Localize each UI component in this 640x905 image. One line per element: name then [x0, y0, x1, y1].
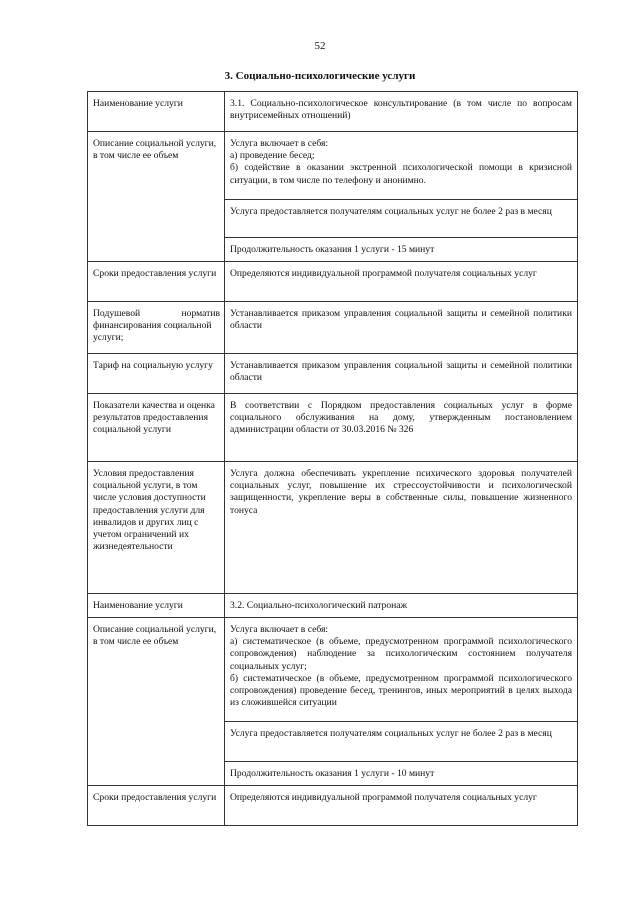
s2-desc-line: Услуга включает в себя:: [230, 624, 329, 635]
s2-desc-line: а) систематическое (в объеме, предусмотренном программой психологического сопровождения) наблюдение за психологическим состоянием получателя социальных услуг;: [230, 636, 572, 672]
s1-duration: Продолжительность оказания 1 услуги - 15 минут: [225, 238, 578, 262]
s1-norm-value: Устанавливается приказом управления социальной защиты и семейной политики области: [225, 302, 578, 354]
services-table: [87, 91, 578, 826]
table-row: [88, 92, 578, 132]
s1-desc-line: б) содействие в оказании экстренной психологической помощи в кризисной ситуации, в том числе по телефону и анонимно.: [230, 162, 572, 186]
s2-duration: Продолжительность оказания 1 услуги - 10 минут: [225, 762, 578, 786]
s2-desc-value: [225, 618, 578, 722]
s1-norm-label-line: Подушевой норматив: [93, 308, 220, 319]
table-row: [88, 262, 578, 302]
table-row: [88, 132, 578, 200]
s1-desc-label: Описание социальной услуги, в том числе ее объем: [88, 132, 225, 262]
s2-terms-label: Сроки предоставления услуги: [88, 786, 225, 826]
s1-quality-value: В соответствии с Порядком предоставления социальных услуг в форме социального обслуживания на дому, утвержденным постановлением администрации области от 30.03.2016 № 326: [225, 394, 578, 462]
s1-tariff-label: Тариф на социальную услугу: [88, 354, 225, 394]
s1-desc-line: а) проведение бесед;: [230, 150, 315, 162]
table-row: [88, 394, 578, 462]
s1-terms-value: Определяются индивидуальной программой получателя социальных услуг: [225, 262, 578, 302]
s2-terms-value: Определяются индивидуальной программой получателя социальных услуг: [225, 786, 578, 826]
table-row: [88, 354, 578, 394]
s2-name-label: Наименование услуги: [88, 594, 225, 618]
s1-terms-label: Сроки предоставления услуги: [88, 262, 225, 302]
table-row: [88, 618, 578, 722]
s2-desc-line: б) систематическое (в объеме, предусмотренном программой психологического сопровождения) проведение бесед, тренингов, иных мероприятий в целях выхода из сложившейся ситуации: [230, 672, 572, 709]
s1-name-label: Наименование услуги: [88, 92, 225, 132]
section-title: 3. Социально-психологические услуги: [224, 70, 416, 82]
s1-quality-label: Показатели качества и оценка результатов предоставления социальной услуги: [88, 394, 225, 462]
s1-desc-value: [225, 132, 578, 200]
s1-name-value: 3.1. Социально-психологическое консультирование (в том числе по вопросам внутрисемейных отношений): [225, 92, 578, 132]
s2-name-value: 3.2. Социально-психологический патронаж: [225, 594, 578, 618]
table-row: [88, 786, 578, 826]
table-row: [88, 302, 578, 354]
page-number: 52: [314, 40, 326, 52]
s2-frequency: Услуга предоставляется получателям социальных услуг не более 2 раз в месяц: [225, 722, 578, 762]
table-row: [88, 462, 578, 594]
s1-conditions-label: Условия предоставления социальной услуги, в том числе условия доступности предоставления услуги для инвалидов и других лиц с учетом ограничений их жизнедеятельности: [88, 462, 225, 594]
s1-conditions-value: Услуга должна обеспечивать укрепление психического здоровья получателей социальных услуг, повышение их стрессоустойчивости и психологической защищенности, укрепление веры в собственные силы, повышение жизненного тонуса: [225, 462, 578, 594]
s1-desc-line: Услуга включает в себя:: [230, 138, 329, 149]
s1-norm-label-line: финансирования социальной услуги;: [93, 320, 212, 344]
s1-frequency: Услуга предоставляется получателям социальных услуг не более 2 раз в месяц: [225, 200, 578, 238]
s1-norm-label: [88, 302, 225, 354]
s1-tariff-value: Устанавливается приказом управления социальной защиты и семейной политики области: [225, 354, 578, 394]
s2-desc-label: Описание социальной услуги, в том числе ее объем: [88, 618, 225, 786]
table-row: [88, 594, 578, 618]
